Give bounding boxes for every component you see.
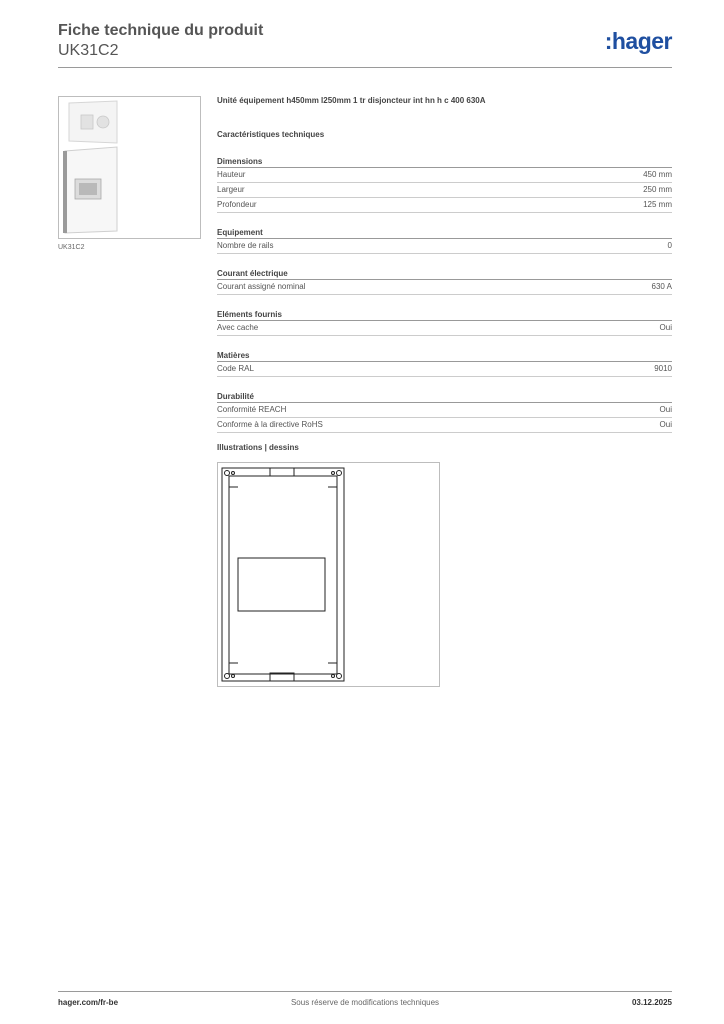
footer-notice: Sous réserve de modifications techniques: [290, 998, 440, 1007]
characteristics-heading: Caractéristiques techniques: [217, 130, 325, 139]
footer-website-link[interactable]: hager.com/fr-be: [58, 998, 119, 1007]
hager-logo: :hager: [604, 28, 672, 54]
illustrations-heading: Illustrations | dessins: [217, 443, 299, 452]
technical-drawing: [217, 462, 440, 687]
section-title: Matières: [217, 350, 672, 362]
page-header: [58, 22, 674, 60]
spec-label: Conformité REACH: [217, 405, 287, 414]
spec-value: 9010: [654, 364, 672, 373]
spec-value: 250 mm: [643, 185, 672, 194]
spec-row: [217, 183, 672, 198]
spec-section-matieres: [217, 350, 672, 377]
footer-divider: [58, 991, 672, 992]
thumbnail-caption: UK31C2: [58, 244, 85, 251]
spec-section-elements: [217, 309, 672, 336]
spec-value: Oui: [659, 323, 672, 332]
spec-content: [217, 96, 672, 433]
spec-value: Oui: [659, 405, 672, 414]
section-title: Dimensions: [217, 156, 672, 168]
spec-row: [217, 418, 672, 433]
spec-label: Largeur: [217, 185, 245, 194]
spec-row: [217, 321, 672, 336]
spec-label: Avec cache: [217, 323, 259, 332]
spec-row: [217, 403, 672, 418]
section-title: Courant électrique: [217, 268, 672, 280]
spec-row: [217, 239, 672, 254]
drawing-svg: [218, 463, 439, 686]
spec-value: 0: [667, 241, 672, 250]
spec-section-courant: [217, 268, 672, 295]
product-thumbnail: [58, 96, 201, 239]
product-code: UK31C2: [58, 42, 119, 59]
spec-value: 125 mm: [643, 200, 672, 209]
spec-label: Hauteur: [217, 170, 246, 179]
spec-label: Profondeur: [217, 200, 257, 209]
product-description: Unité équipement h450mm l250mm 1 tr disjoncteur int hn h c 400 630A: [217, 96, 486, 105]
section-title: Eléments fournis: [217, 309, 672, 321]
product-image: [59, 97, 200, 238]
spec-row: [217, 362, 672, 377]
spec-value: 630 A: [651, 282, 672, 291]
footer-date: 03.12.2025: [631, 998, 672, 1007]
spec-label: Conforme à la directive RoHS: [217, 420, 323, 429]
spec-section-durabilite: [217, 391, 672, 433]
spec-value: Oui: [659, 420, 672, 429]
section-title: Equipement: [217, 227, 672, 239]
spec-label: Nombre de rails: [217, 241, 274, 250]
spec-section-equipement: [217, 227, 672, 254]
header-divider: [58, 67, 672, 68]
spec-section-dimensions: [217, 156, 672, 213]
spec-row: [217, 168, 672, 183]
spec-row: [217, 198, 672, 213]
page-title: Fiche technique du produit: [58, 22, 264, 39]
spec-value: 450 mm: [643, 170, 672, 179]
spec-row: [217, 280, 672, 295]
spec-label: Courant assigné nominal: [217, 282, 306, 291]
section-title: Durabilité: [217, 391, 672, 403]
spec-label: Code RAL: [217, 364, 254, 373]
